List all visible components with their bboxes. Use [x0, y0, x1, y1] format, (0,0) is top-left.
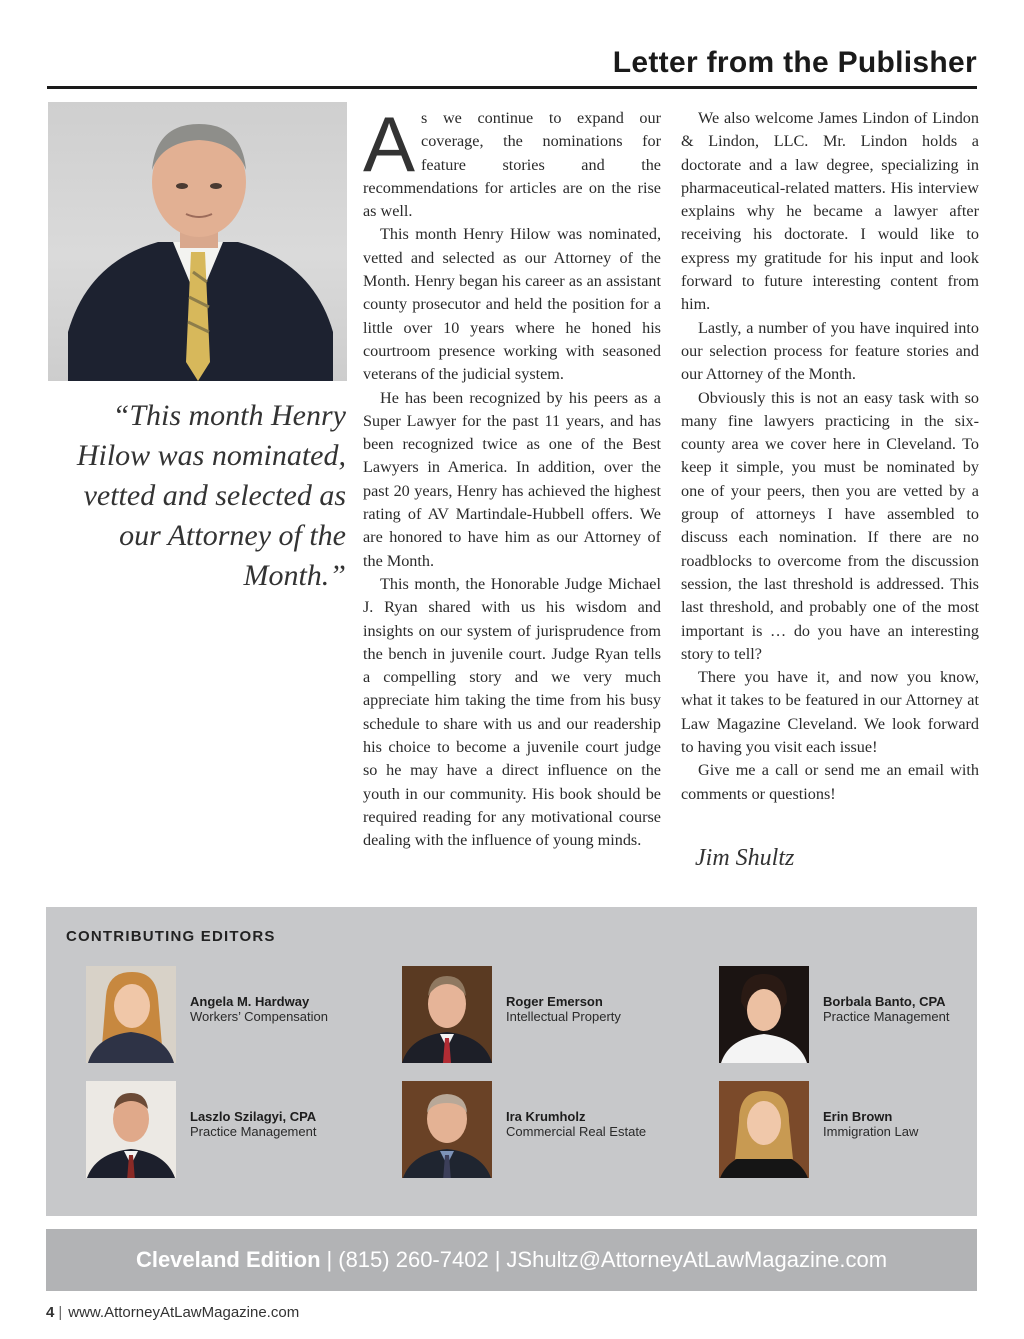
editor-card	[402, 1081, 702, 1179]
editor-photo	[402, 1081, 492, 1178]
editor-specialty: Intellectual Property	[506, 1009, 621, 1024]
page-title: Letter from the Publisher	[612, 46, 977, 79]
editor-card	[719, 1081, 1019, 1179]
page-footer	[46, 1304, 299, 1321]
publisher-feature-photo	[48, 102, 347, 381]
editor-name: Borbala Banto, CPA	[823, 994, 946, 1009]
letter-paragraph: There you have it, and now you know, what it takes to be featured in our Attorney at Law Magazine Cleveland. We look forward to having you visit each issue!	[681, 668, 979, 757]
editor-photo	[402, 966, 492, 1063]
contributing-editors-panel	[46, 907, 977, 1216]
editor-card	[86, 966, 386, 1064]
letter-column-2	[681, 107, 979, 806]
drop-cap: A	[363, 100, 416, 188]
editor-name: Laszlo Szilagyi, CPA	[190, 1109, 317, 1124]
separator: |	[58, 1304, 63, 1321]
editor-card	[402, 966, 702, 1064]
letter-paragraph: Give me a call or send me an email with comments or questions!	[681, 761, 979, 803]
separator: |	[494, 1247, 501, 1272]
editor-card	[86, 1081, 386, 1179]
publisher-signature: Jim Shultz	[695, 845, 795, 871]
letter-paragraph: Lastly, a number of you have inquired into our selection process for feature stories and our Attorney of the Month.	[681, 318, 979, 384]
editor-photo	[86, 966, 176, 1063]
editor-name: Ira Krumholz	[506, 1109, 586, 1124]
letter-paragraph: He has been recognized by his peers as a Super Lawyer for the past 11 years, and has been recognized twice as one of the Best Lawyers in America. In addition, over the past 20 years, Henry has achieved the highest rating of AV Martindale-Hubbell offers. We are honored to have him as our Attorney of the Month.	[363, 388, 661, 570]
editor-photo	[719, 966, 809, 1063]
letter-column-1	[363, 100, 661, 853]
contact-bar	[46, 1229, 977, 1291]
editor-name: Angela M. Hardway	[190, 994, 310, 1009]
editor-card	[719, 966, 1019, 1064]
header-divider	[47, 86, 977, 89]
letter-paragraph: Obviously this is not an easy task with so many fine lawyers practicing in the six-county area we cover here in Cleveland. To keep it simple, you must be nominated by one of your peers, then you are vetted by a group of attorneys I have assembled to discuss each nomination. If there are no roadblocks to overcome from the discussion session, the last threshold is addressed. This last threshold, and probably one of the most important is … do you have an interesting story to tell?	[681, 388, 979, 663]
editor-photo	[719, 1081, 809, 1178]
letter-paragraph: This month, the Honorable Judge Michael J. Ryan shared with us his wisdom and insights on our system of jurisprudence from the bench in juvenile court. Judge Ryan tells a compelling story and we very much appreciate him taking the time from his busy schedule to share with us and our readership his choice to become a juvenile court judge so he may have a direct influence on the youth in our community. His book should be required reading for any motivational course dealing with the influence of young minds.	[363, 574, 661, 850]
letter-paragraph: We also welcome James Lindon of Lindon & Lindon, LLC. Mr. Lindon holds a doctorate and a law degree, specializing in pharmaceutical-related matters. His interview explains why he became a lawyer after receiving his doctorate. I would like to express my gratitude for his input and look forward to future interesting content from him.	[681, 109, 979, 314]
editor-specialty: Practice Management	[190, 1124, 317, 1139]
website-link[interactable]: www.AttorneyAtLawMagazine.com	[68, 1304, 300, 1321]
contact-phone[interactable]: (815) 260-7402	[338, 1247, 489, 1272]
letter-paragraph: This month Henry Hilow was nominated, vetted and selected as our Attorney of the Month. Henry began his career as an assistant county prosecutor and held the position for a little over 10 years where he honed his courtroom presence working with seasoned veterans of the judicial system.	[363, 225, 661, 384]
editor-specialty: Immigration Law	[823, 1124, 919, 1139]
page-number: 4	[46, 1304, 55, 1321]
contributing-editors-heading: CONTRIBUTING EDITORS	[66, 928, 276, 945]
editor-photo	[86, 1081, 176, 1178]
editor-name: Erin Brown	[823, 1109, 893, 1124]
contact-email[interactable]: JShultz@AttorneyAtLawMagazine.com	[506, 1247, 888, 1272]
editor-name: Roger Emerson	[506, 994, 603, 1009]
editor-specialty: Workers’ Compensation	[190, 1009, 328, 1024]
editor-specialty: Commercial Real Estate	[506, 1124, 647, 1139]
separator: |	[326, 1247, 333, 1272]
editor-specialty: Practice Management	[823, 1009, 950, 1024]
letter-paragraph: As we continue to expand our coverage, the nominations for feature stories and the recommendations for articles are on the rise as well.	[363, 100, 661, 221]
pull-quote: “This month Henry Hilow was nominated, vetted and selected as our Attorney of the Month.”	[76, 399, 346, 592]
edition-label: Cleveland Edition	[135, 1247, 321, 1272]
